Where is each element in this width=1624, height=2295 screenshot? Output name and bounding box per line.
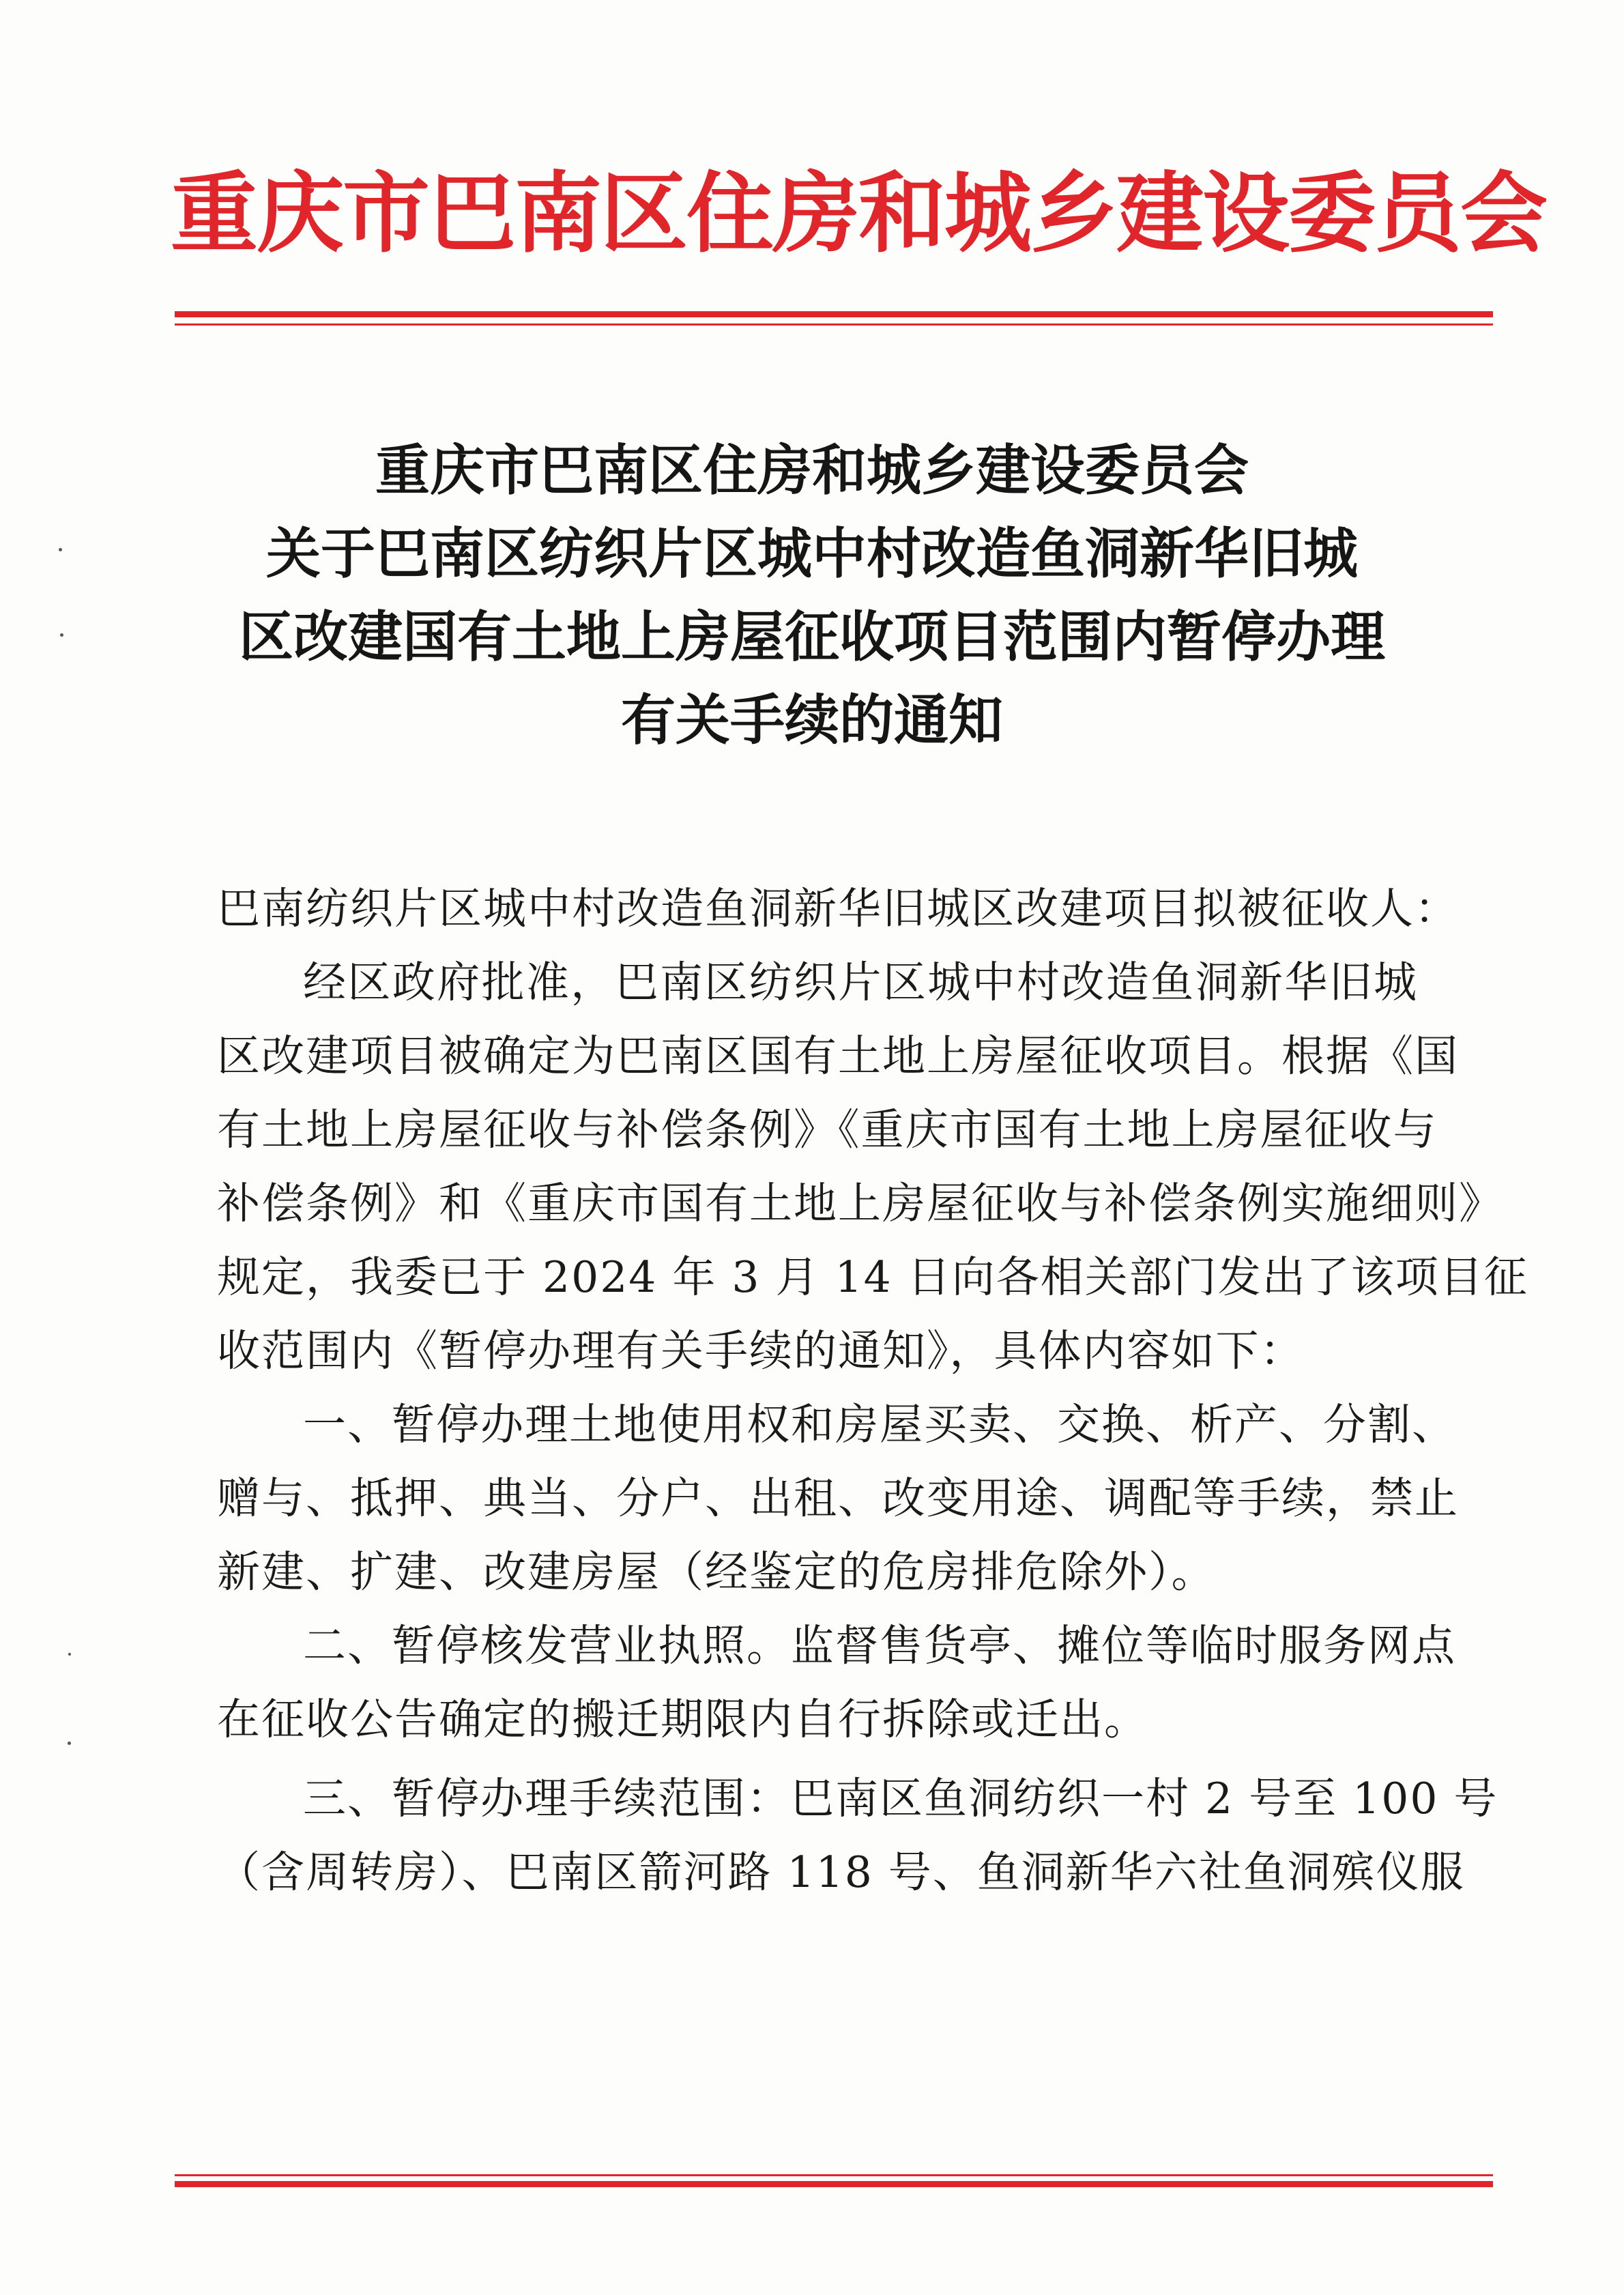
title-line: 有关手续的通知 bbox=[621, 688, 1003, 752]
body-line: 赠与、抵押、典当、分户、出租、改变用途、调配等手续，禁止 bbox=[217, 1473, 1459, 1523]
masthead-title: 重庆市巴南区住房和城乡建设委员会 bbox=[171, 162, 1547, 265]
scan-speck bbox=[60, 633, 63, 637]
body-line: 一、暂停办理土地使用权和房屋买卖、交换、析产、分割、 bbox=[303, 1400, 1456, 1449]
salutation: 巴南纺织片区城中村改造鱼洞新华旧城区改建项目拟被征收人： bbox=[217, 884, 1459, 934]
body-line: 经区政府批准，巴南区纺织片区城中村改造鱼洞新华旧城 bbox=[303, 957, 1418, 1007]
scan-speck bbox=[59, 548, 62, 551]
body-line: （含周转房）、巴南区箭河路 118 号、鱼洞新华六社鱼洞殡仪服 bbox=[217, 1847, 1465, 1897]
document-title bbox=[205, 429, 1419, 762]
footer-rule-thick bbox=[175, 2181, 1493, 2187]
paragraph-gap bbox=[217, 1757, 1418, 1762]
body-line: 补偿条例》和《重庆市国有土地上房屋征收与补偿条例实施细则》 bbox=[217, 1179, 1503, 1228]
body-line: 收范围内《暂停办理有关手续的通知》，具体内容如下： bbox=[217, 1326, 1305, 1376]
scan-speck bbox=[68, 1653, 71, 1656]
body-line: 新建、扩建、改建房屋（经鉴定的危房排危除外）。 bbox=[217, 1547, 1216, 1597]
title-line: 关于巴南区纺织片区城中村改造鱼洞新华旧城 bbox=[266, 521, 1358, 586]
scan-speck bbox=[68, 1742, 71, 1745]
masthead-rule-thin bbox=[175, 323, 1493, 326]
body-line: 三、暂停办理手续范围：巴南区鱼洞纺织一村 2 号至 100 号 bbox=[303, 1774, 1498, 1823]
body-line: 有土地上房屋征收与补偿条例》《重庆市国有土地上房屋征收与 bbox=[217, 1105, 1438, 1155]
masthead-rule-thick bbox=[175, 311, 1493, 317]
footer-rule-thin bbox=[175, 2174, 1493, 2176]
body-line: 二、暂停核发营业执照。监督售货亭、摊位等临时服务网点 bbox=[303, 1621, 1456, 1671]
body-line: 规定，我委已于 2024 年 3 月 14 日向各相关部门发出了该项目征 bbox=[217, 1252, 1528, 1302]
title-line: 重庆市巴南区住房和城乡建设委员会 bbox=[375, 438, 1249, 502]
title-line: 区改建国有土地上房屋征收项目范围内暂停办理 bbox=[239, 605, 1385, 669]
body-line: 在征收公告确定的搬迁期限内自行拆除或迁出。 bbox=[217, 1694, 1148, 1744]
document-body bbox=[217, 872, 1528, 1909]
body-line: 区改建项目被确定为巴南区国有土地上房屋征收项目。根据《国 bbox=[217, 1031, 1459, 1081]
